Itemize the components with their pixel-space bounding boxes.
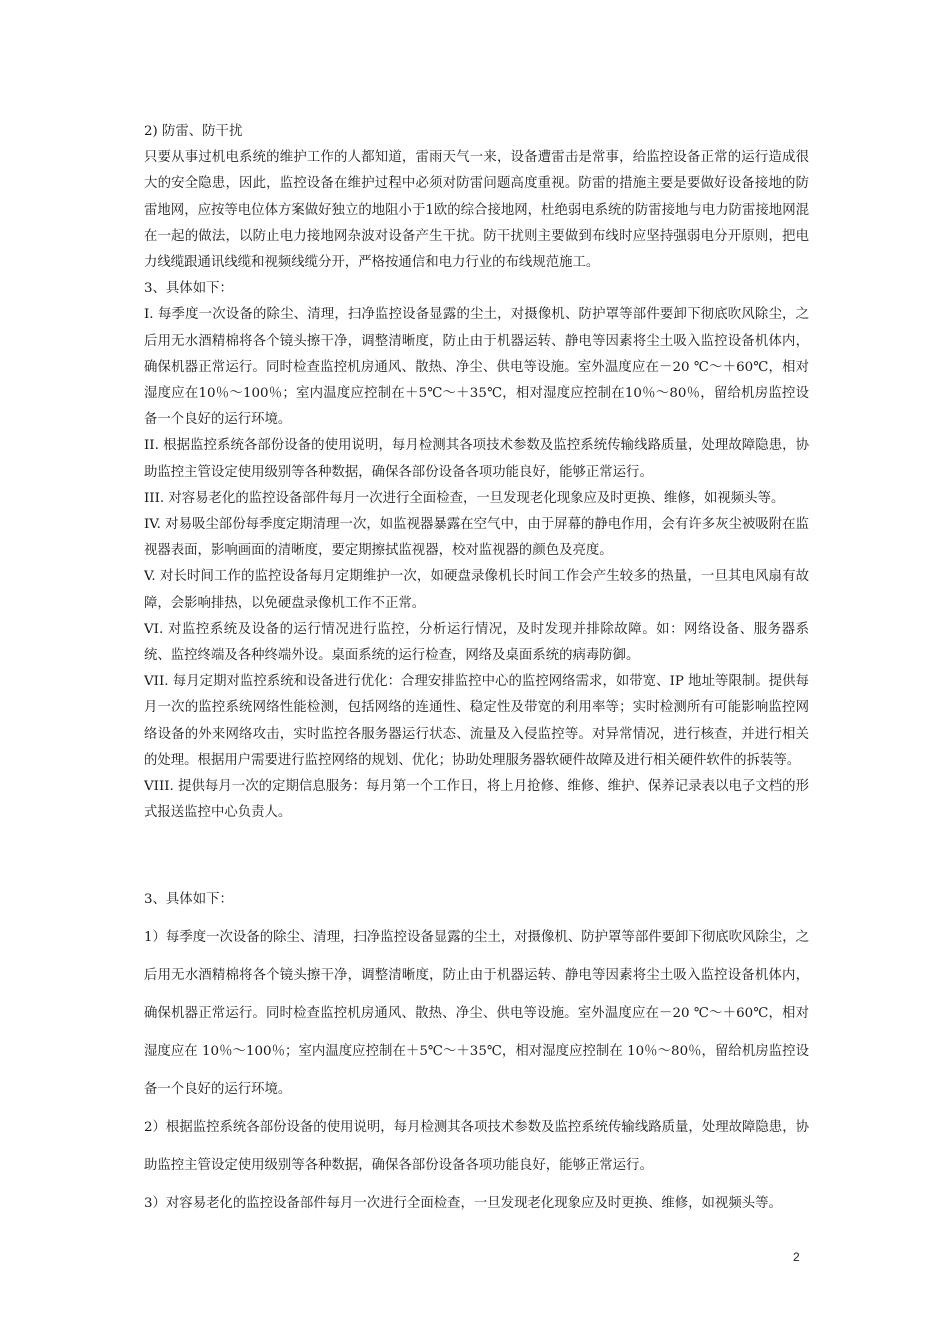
list-item-2: 2）根据监控系统各部份设备的使用说明，每月检测其各项技术参数及监控系统传输线路质量，处理故障隐患，协助监控主管设定使用级别等各种数据，确保各部份设备各项功能良好，能够正常运行。 [144,1120,809,1173]
section-heading: 3、具体如下： [144,892,233,907]
section-heading: 2) 防雷、防干扰 [144,124,243,139]
list-item-1: 1）每季度一次设备的除尘、清理，扫净监控设备显露的尘土，对摄像机、防护罩等部件要卸下彻底吹风除尘，之后用无水酒精棉将各个镜头擦干净，调整清晰度，防止由于机器运转、静电等因素将尘土吸入监控设备机体内，确保机器正常运行。同时检查监控机房通风、散热、净尘、供电等设施。室外温度应在－20 ℃～＋60℃，相对湿度应在 10％～100％；室内温度应控制在＋5℃～＋35℃，相对湿度应控制在 10％～80％，留给机房监控设备一个良好的运行环境。 [144,930,809,1097]
list-item-7: VII. 每月定期对监控系统和设备进行优化：合理安排监控中心的监控网络需求，如带宽、IP 地址等限制。提供每月一次的监控系统网络性能检测，包括网络的连通性、稳定性及带宽的利用率等；实时检测所有可能影响监控网络设备的外来网络攻击，实时监控各服务器运行状态、流量及入侵监控等。对异常情况，进行核查，并进行相关的处理。根据用户需要进行监控网络的规划、优化；协助处理服务器软硬件故障及进行相关硬件软件的拆装等。 [144,674,809,768]
list-item-3: III. 对容易老化的监控设备部件每月一次进行全面检查，一旦发现老化现象应及时更换、维修，如视频头等。 [144,490,785,506]
section-details [144,881,809,1223]
list-item-6: VI. 对监控系统及设备的运行情况进行监控，分析运行情况，及时发现并排除故障。如：网络设备、服务器系统、监控终端及各种终端外设。桌面系统的运行检查，网络及桌面系统的病毒防御。 [144,621,809,664]
list-item-2: II. 根据监控系统各部份设备的使用说明，每月检测其各项技术参数及监控系统传输线路质量，处理故障隐患，协助监控主管设定使用级别等各种数据，确保各部份设备各项功能良好，能够正常运行。 [144,438,809,480]
paragraph: 只要从事过机电系统的维护工作的人都知道，雷雨天气一来，设备遭雷击是常事，给监控设备正常的运行造成很大的安全隐患，因此，监控设备在维护过程中必须对防雷问题高度重视。防雷的措施主要是要做好设备接地的防雷地网，应按等电位体方案做好独立的地阻小于1欧的综合接地网，杜绝弱电系统的防雷接地与电力防雷接地网混在一起的做法，以防止电力接地网杂波对设备产生干扰。防干扰则主要做到布线时应坚持强弱电分开原则，把电力线缆跟通讯线缆和视频线缆分开，严格按通信和电力行业的布线规范施工。 [144,150,809,271]
section-lightning-protection [144,119,809,826]
list-item-8: VIII. 提供每月一次的定期信息服务：每月第一个工作日，将上月抢修、维修、维护、保养记录表以电子文档的形式报送监控中心负责人。 [144,779,809,821]
list-item-1: I. 每季度一次设备的除尘、清理，扫净监控设备显露的尘土，对摄像机、防护罩等部件要卸下彻底吹风除尘，之后用无水酒精棉将各个镜头擦干净，调整清晰度，防止由于机器运转、静电等因素将尘土吸入监控设备机体内，确保机器正常运行。同时检查监控机房通风、散热、净尘、供电等设施。室外温度应在－20 ℃～＋60℃，相对湿度应在10％～100％；室内温度应控制在＋5℃～＋35℃，相对湿度应控制在10％～80％，留给机房监控设备一个良好的运行环境。 [144,307,809,428]
page-number: 2 [793,1250,800,1264]
list-item-5: V. 对长时间工作的监控设备每月定期维护一次，如硬盘录像机长时间工作会产生较多的热量，一旦其电风扇有故障，会影响排热，以免硬盘录像机工作不正常。 [144,569,809,611]
subsection-heading: 3、具体如下： [144,281,233,297]
list-item-4: IV. 对易吸尘部份每季度定期清理一次，如监视器暴露在空气中，由于屏幕的静电作用，会有许多灰尘被吸附在监视器表面，影响画面的清晰度，要定期擦拭监视器，校对监视器的颜色及亮度。 [144,517,809,559]
list-item-3: 3）对容易老化的监控设备部件每月一次进行全面检查，一旦发现老化现象应及时更换、维修，如视频头等。 [144,1196,782,1211]
